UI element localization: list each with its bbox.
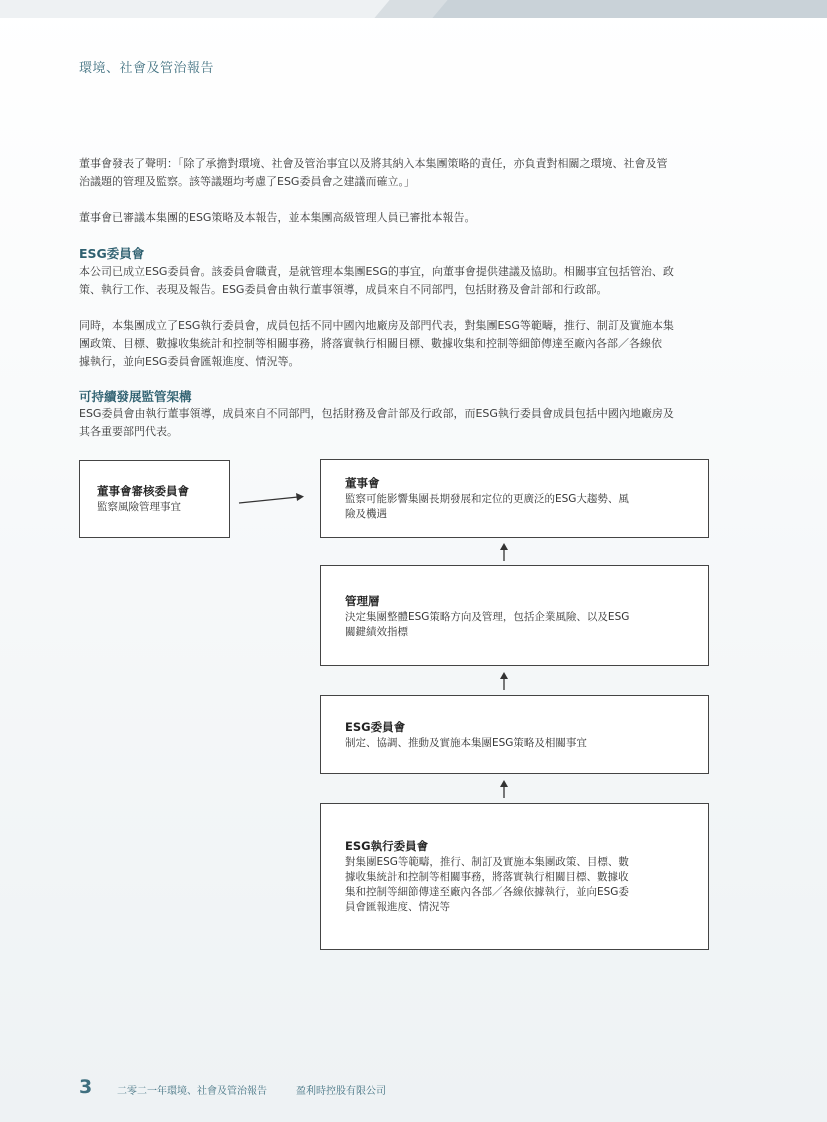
footer-company: 盈利時控股有限公司 [296, 1086, 386, 1097]
paragraph-line: 策、執行工作、表現及報告。ESG委員會由執行董事領導，成員來自不同部門，包括財務及會計部和行政部。 [79, 283, 608, 296]
paragraph-line: 董事會已審議本集團的ESG策略及本報告，並本集團高級管理人員已審批本報告。 [79, 211, 476, 224]
paragraph-line: 董事會發表了聲明：「除了承擔對環境、社會及管治事宜以及將其納入本集團策略的責任，亦負責對相關之環境、社會及管 [79, 157, 668, 170]
management-box [320, 565, 709, 666]
management-desc-line: 決定集團整體ESG策略方向及管理，包括企業風險、以及ESG [345, 611, 630, 623]
esg-exec-desc-line: 據收集統計和控制等相關事務，將落實執行相關目標、數據收 [345, 871, 629, 883]
board-desc-line: 險及機遇 [345, 508, 387, 520]
esg-exec-desc-line: 員會匯報進度、情況等 [345, 901, 450, 913]
paragraph-line: 據執行，並向ESG委員會匯報進度、情況等。 [79, 355, 300, 368]
esg-exec-desc-line: 集和控制等細節傳達至廠內各部／各線依據執行，並向ESG委 [345, 886, 629, 898]
management-title: 管理層 [345, 594, 380, 608]
esg-exec-committee-title: ESG執行委員會 [345, 839, 429, 853]
board-box [320, 459, 709, 538]
paragraph-structure [79, 405, 751, 441]
paragraph-line: 其各重要部門代表。 [79, 425, 178, 438]
board-desc-line: 監察可能影響集團長期發展和定位的更廣泛的ESG大趨勢、風 [345, 493, 629, 505]
arrow-up-icon [498, 671, 510, 691]
esg-committee-title: ESG委員會 [345, 720, 406, 734]
paragraph-esg-committee [79, 263, 751, 299]
audit-committee-title: 董事會審核委員會 [97, 484, 189, 498]
management-desc-line: 關鍵績效指標 [345, 626, 408, 638]
heading-esg-committee: ESG委員會 [79, 246, 145, 261]
audit-committee-box [79, 460, 230, 538]
paragraph-line: 同時，本集團成立了ESG執行委員會，成員包括不同中國內地廠房及部門代表，對集團ESG等範疇，推行、制訂及實施本集 [79, 319, 674, 332]
footer-report-title: 二零二一年環境、社會及管治報告 [117, 1086, 267, 1097]
paragraph-line: ESG委員會由執行董事領導，成員來自不同部門，包括財務及會計部及行政部，而ESG執行委員會成員包括中國內地廠房及 [79, 407, 674, 420]
paragraph-board-statement [79, 155, 751, 191]
top-stripe-decoration-2 [432, 0, 827, 18]
board-title: 董事會 [345, 476, 380, 490]
paragraph-board-review [79, 209, 751, 227]
paragraph-esg-exec-committee [79, 317, 751, 371]
arrow-right-icon [238, 490, 306, 506]
paragraph-line: 本公司已成立ESG委員會。該委員會職責，是就管理本集團ESG的事宜，向董事會提供建議及協助。相關事宜包括管治、政 [79, 265, 674, 278]
esg-committee-desc: 制定、協調、推動及實施本集團ESG策略及相關事宜 [345, 737, 587, 749]
page-number: 3 [79, 1076, 93, 1098]
esg-exec-committee-box [320, 803, 709, 950]
esg-committee-box [320, 695, 709, 774]
header-title: 環境、社會及管治報告 [79, 61, 215, 76]
heading-structure: 可持續發展監管架構 [79, 389, 192, 404]
arrow-up-icon [498, 542, 510, 562]
paragraph-line: 治議題的管理及監察。該等議題均考慮了ESG委員會之建議而確立。」 [79, 175, 415, 188]
esg-exec-desc-line: 對集團ESG等範疇，推行、制訂及實施本集團政策、目標、數 [345, 856, 629, 868]
arrow-up-icon [498, 779, 510, 799]
paragraph-line: 團政策、目標、數據收集統計和控制等相關事務，將落實執行相關目標、數據收集和控制等細節傳達至廠內各部／各線依 [79, 337, 662, 350]
audit-committee-desc: 監察風險管理事宜 [97, 501, 181, 513]
